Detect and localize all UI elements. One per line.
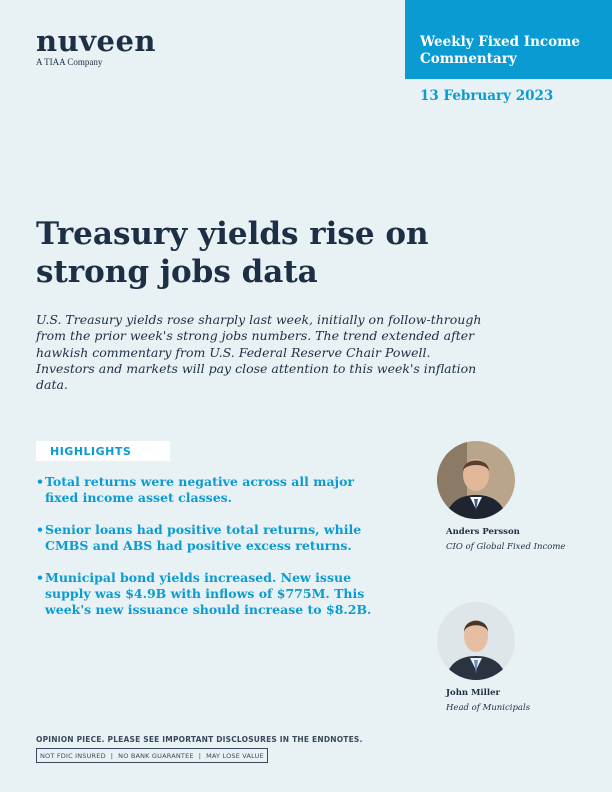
brand-name: nuveen: [36, 24, 157, 58]
author-name: Anders Persson: [446, 527, 520, 537]
highlight-text: Total returns were negative across all major fixed income asset classes.: [45, 474, 354, 505]
author-card-miller: [437, 602, 531, 713]
disclaimer-lose-value: MAY LOSE VALUE: [206, 751, 264, 760]
article-title: Treasury yields rise on strong jobs data: [36, 216, 429, 290]
highlight-text: Municipal bond yields increased. New issue supply was $4.9B with inflows of $775M. This week's new issuance should increase to $8.2B.: [45, 570, 372, 617]
divider: |: [198, 751, 202, 760]
disclaimer-not-fdic: NOT FDIC INSURED: [40, 751, 106, 760]
highlight-item: [36, 522, 391, 554]
publication-date: 13 February 2023: [420, 88, 554, 104]
bullet-icon: •: [36, 522, 44, 537]
highlights-badge: [36, 441, 170, 461]
highlight-item: [36, 474, 391, 506]
fdic-disclaimer-box: [36, 748, 268, 763]
divider: |: [110, 751, 114, 760]
author-card-persson: [437, 441, 566, 552]
highlights-label: HIGHLIGHTS: [50, 445, 132, 458]
author-role: CIO of Global Fixed Income: [446, 542, 566, 552]
bullet-icon: •: [36, 474, 44, 489]
commentary-banner: [405, 0, 612, 79]
author-name: John Miller: [446, 688, 500, 698]
disclaimer-no-guarantee: NO BANK GUARANTEE: [118, 751, 194, 760]
bullet-icon: •: [36, 570, 44, 585]
author-role: Head of Municipals: [446, 703, 531, 713]
author-photo-persson: [437, 441, 515, 519]
opinion-disclaimer: OPINION PIECE. PLEASE SEE IMPORTANT DISCLOSURES IN THE ENDNOTES.: [36, 735, 363, 744]
banner-title: Weekly Fixed Income Commentary: [420, 34, 580, 67]
article-intro: U.S. Treasury yields rose sharply last week, initially on follow-through from the prior week's strong jobs numbers. The trend extended after hawkish commentary from U.S. Federal Reserve Chair Powell. Investors and markets will pay close attention to this week's inflation data.: [36, 312, 482, 393]
author-photo-miller: [437, 602, 515, 680]
nuveen-logo: [36, 24, 156, 67]
highlight-text: Senior loans had positive total returns, while CMBS and ABS had positive excess returns.: [45, 522, 362, 553]
highlights-list: [36, 474, 391, 634]
brand-tagline: A TIAA Company: [36, 57, 103, 67]
highlight-item: [36, 570, 391, 618]
